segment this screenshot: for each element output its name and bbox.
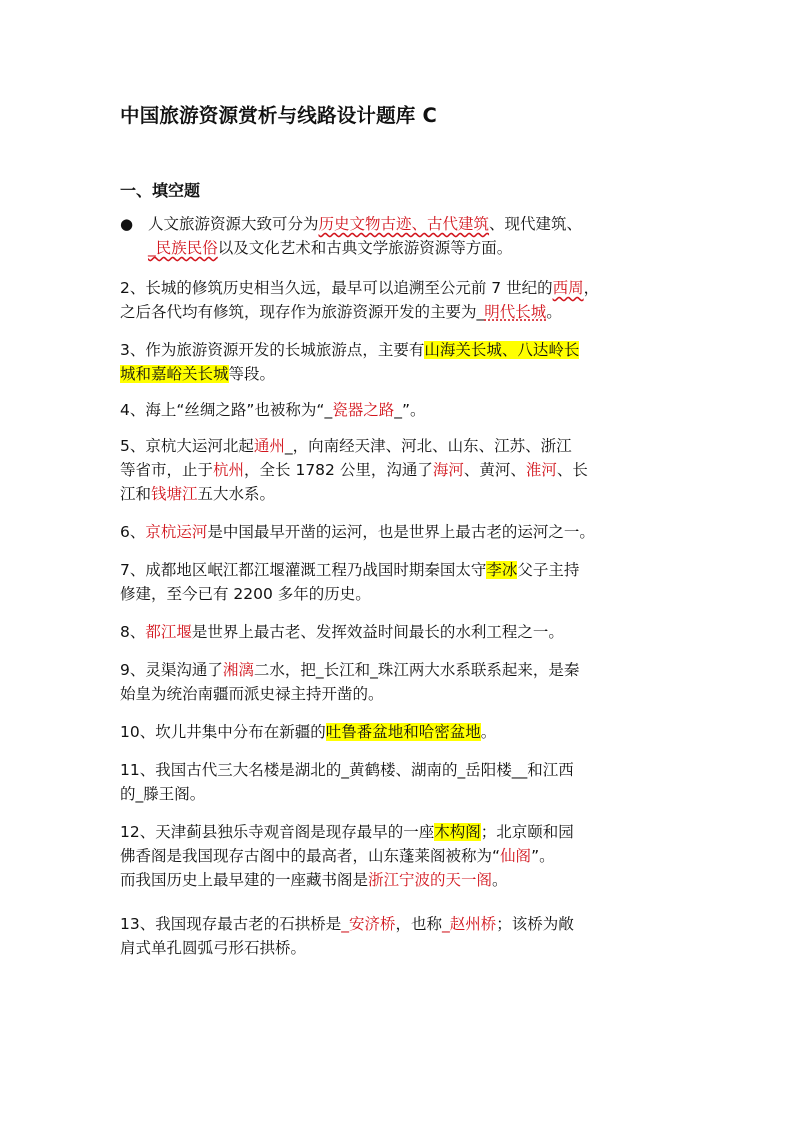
question-line: 10、坎儿井集中分布在新疆的吐鲁番盆地和哈密盆地。 bbox=[120, 723, 497, 741]
bullet-icon: ● bbox=[120, 215, 134, 233]
question-line: 7、成都地区岷江都江堰灌溉工程乃战国时期秦国太守李冰父子主持 bbox=[120, 561, 580, 579]
answer-text: 山海关长城、八达岭长 bbox=[424, 341, 580, 359]
question-5 bbox=[120, 434, 680, 506]
answer-text: 钱塘江 bbox=[151, 485, 198, 503]
answer-text: 西周 bbox=[552, 279, 584, 297]
question-line: 3、作为旅游资源开发的长城旅游点，主要有山海关长城、八达岭长 bbox=[120, 341, 580, 359]
question-9 bbox=[120, 658, 680, 706]
question-4 bbox=[120, 398, 680, 422]
question-8 bbox=[120, 620, 680, 644]
question-line: 城和嘉峪关长城等段。 bbox=[120, 365, 276, 383]
question-line: 6、京杭运河是中国最早开凿的运河，也是世界上最古老的运河之一。 bbox=[120, 523, 595, 541]
question-1 bbox=[120, 212, 708, 260]
question-line: _民族民俗以及文化艺术和古典文学旅游资源等方面。 bbox=[148, 239, 513, 257]
answer-text: 历史文物古迹、古代建筑 bbox=[318, 215, 490, 233]
answer-text: 淮河 bbox=[525, 461, 557, 479]
section-heading: 一、填空题 bbox=[120, 181, 201, 200]
answer-text: _安济桥 bbox=[341, 915, 396, 933]
answer-text: 明代长城 bbox=[484, 303, 547, 321]
question-line: 12、天津蓟县独乐寺观音阁是现存最早的一座木构阁；北京颐和园 bbox=[120, 823, 574, 841]
question-line: 人文旅游资源大致可分为历史文物古迹、古代建筑、现代建筑、 bbox=[148, 215, 583, 233]
answer-text: 仙阁 bbox=[500, 847, 532, 865]
question-line: 2、长城的修筑历史相当久远，最早可以追溯至公元前 7 世纪的西周， bbox=[120, 279, 600, 297]
question-line: 13、我国现存最古老的石拱桥是_安济桥，也称_赵州桥；该桥为敞 bbox=[120, 915, 574, 933]
question-6 bbox=[120, 520, 680, 544]
question-line: 修建，至今已有 2200 多年的历史。 bbox=[120, 585, 371, 603]
answer-text: 通州 bbox=[253, 437, 285, 455]
answer-text: 木构阁 bbox=[434, 823, 481, 841]
answer-text: 吐鲁番盆地和哈密盆地 bbox=[325, 723, 481, 741]
answer-text: 京杭运河 bbox=[145, 523, 208, 541]
question-2 bbox=[120, 276, 680, 324]
answer-text: _民族民俗 bbox=[148, 239, 218, 257]
answer-text: 海河 bbox=[432, 461, 464, 479]
answer-text: 李冰 bbox=[486, 561, 518, 579]
question-12 bbox=[120, 820, 680, 892]
question-10 bbox=[120, 720, 680, 744]
question-line: 等省市，止于杭州，全长 1782 公里，沟通了海河、黄河、淮河、长 bbox=[120, 461, 588, 479]
question-line: 9、灵渠沟通了湘漓二水，把_长江和_珠江两大水系联系起来，是秦 bbox=[120, 661, 580, 679]
answer-text: 湘漓 bbox=[222, 661, 254, 679]
question-11 bbox=[120, 758, 680, 806]
question-line: 始皇为统治南疆而派史禄主持开凿的。 bbox=[120, 685, 384, 703]
question-line: 佛香阁是我国现存古阁中的最高者，山东蓬莱阁被称为“仙阁”。 bbox=[120, 847, 555, 865]
answer-text: 浙江宁波的天一阁 bbox=[368, 871, 493, 889]
question-line: 而我国历史上最早建的一座藏书阁是浙江宁波的天一阁。 bbox=[120, 871, 508, 889]
question-7 bbox=[120, 558, 680, 606]
question-line: 5、京杭大运河北起通州_，向南经天津、河北、山东、江苏、浙江 bbox=[120, 437, 572, 455]
question-3 bbox=[120, 338, 680, 386]
question-line: 之后各代均有修筑，现存作为旅游资源开发的主要为_明代长城。 bbox=[120, 303, 562, 321]
question-line: 8、都江堰是世界上最古老、发挥效益时间最长的水利工程之一。 bbox=[120, 623, 564, 641]
question-line: 4、海上“丝绸之路”也被称为“_瓷器之路_”。 bbox=[120, 401, 426, 419]
answer-text: _赵州桥 bbox=[442, 915, 497, 933]
question-line: 肩式单孔圆弧弓形石拱桥。 bbox=[120, 939, 307, 957]
answer-text: 城和嘉峪关长城 bbox=[120, 365, 229, 383]
question-line: 的_滕王阁。 bbox=[120, 785, 206, 803]
answer-text: 杭州 bbox=[213, 461, 245, 479]
page-title: 中国旅游资源赏析与线路设计题库 C bbox=[120, 104, 437, 127]
answer-text: 都江堰 bbox=[145, 623, 192, 641]
answer-text: 瓷器之路 bbox=[332, 401, 395, 419]
question-13 bbox=[120, 912, 680, 960]
question-line: 11、我国古代三大名楼是湖北的_黄鹤楼、湖南的_岳阳楼__和江西 bbox=[120, 761, 574, 779]
question-line: 江和钱塘江五大水系。 bbox=[120, 485, 276, 503]
